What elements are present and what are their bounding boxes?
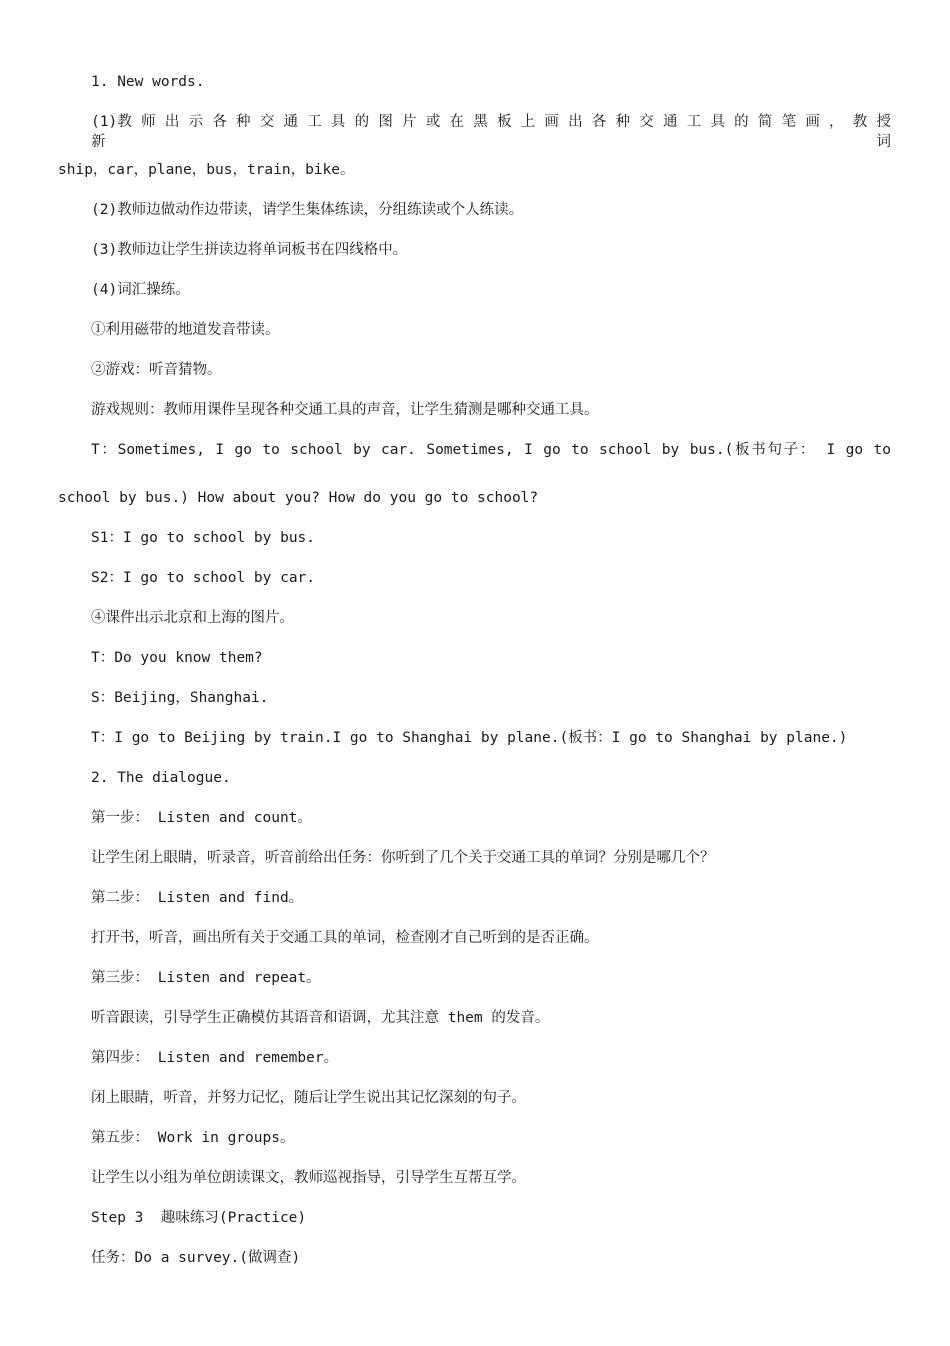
paragraph-line: T：I go to Beijing by train.I go to Shanghai by plane.(板书：I go to Shanghai by plane.) — [91, 730, 848, 746]
paragraph-line: (3)教师边让学生拼读边将单词板书在四线格中。 — [91, 242, 408, 258]
paragraph-line: ①利用磁带的地道发音带读。 — [91, 322, 280, 338]
paragraph-line: 第二步： Listen and find。 — [91, 890, 304, 906]
paragraph-line: T：Sometimes, I go to school by car. Sometimes, I go to school by bus.(板书句子： I go to — [91, 442, 891, 458]
paragraph-line: 第五步： Work in groups。 — [91, 1130, 295, 1146]
paragraph-line: ship，car，plane，bus，train，bike。 — [58, 162, 355, 178]
paragraph-line: 第四步： Listen and remember。 — [91, 1050, 339, 1066]
paragraph-line: ②游戏：听音猜物。 — [91, 362, 222, 378]
paragraph-line: 让学生以小组为单位朗读课文，教师巡视指导，引导学生互帮互学。 — [91, 1170, 526, 1186]
paragraph-line: 第一步： Listen and count。 — [91, 810, 312, 826]
paragraph-line: 闭上眼睛，听音，并努力记忆，随后让学生说出其记忆深刻的句子。 — [91, 1090, 526, 1106]
paragraph-line: T：Do you know them? — [91, 650, 263, 666]
paragraph-line: S1：I go to school by bus. — [91, 530, 316, 546]
paragraph-line: S2：I go to school by car. — [91, 570, 316, 586]
section-heading-dialogue: 2. The dialogue. — [91, 770, 231, 786]
paragraph-line: S：Beijing，Shanghai. — [91, 690, 269, 706]
paragraph-line: ④课件出示北京和上海的图片。 — [91, 610, 294, 626]
paragraph-line: (1)教 师 出 示 各 种 交 通 工 具 的 图 片 或 在 黑 板 上 画 出 各 种 交 通 工 具 的 简 笔 画 ， 教 授 新 词 — [91, 114, 891, 150]
paragraph-line: (2)教师边做动作边带读，请学生集体练读，分组练读或个人练读。 — [91, 202, 524, 218]
paragraph-line: (4)词汇操练。 — [91, 282, 190, 298]
paragraph-line: 打开书，听音，画出所有关于交通工具的单词，检查刚才自己听到的是否正确。 — [91, 930, 599, 946]
paragraph-line: 听音跟读，引导学生正确模仿其语音和语调，尤其注意 them 的发音。 — [91, 1010, 550, 1026]
paragraph-line: 任务：Do a survey.(做调查) — [91, 1250, 301, 1266]
paragraph-line: school by bus.) How about you? How do you go to school? — [58, 490, 539, 506]
section-heading-new-words: 1. New words. — [91, 74, 205, 90]
section-heading-practice: Step 3 趣味练习(Practice) — [91, 1210, 307, 1226]
paragraph-line: 让学生闭上眼睛，听录音，听音前给出任务：你听到了几个关于交通工具的单词？分别是哪几个？ — [91, 850, 715, 866]
paragraph-line: 第三步： Listen and repeat。 — [91, 970, 321, 986]
paragraph-line: 游戏规则：教师用课件呈现各种交通工具的声音，让学生猜测是哪种交通工具。 — [91, 402, 599, 418]
